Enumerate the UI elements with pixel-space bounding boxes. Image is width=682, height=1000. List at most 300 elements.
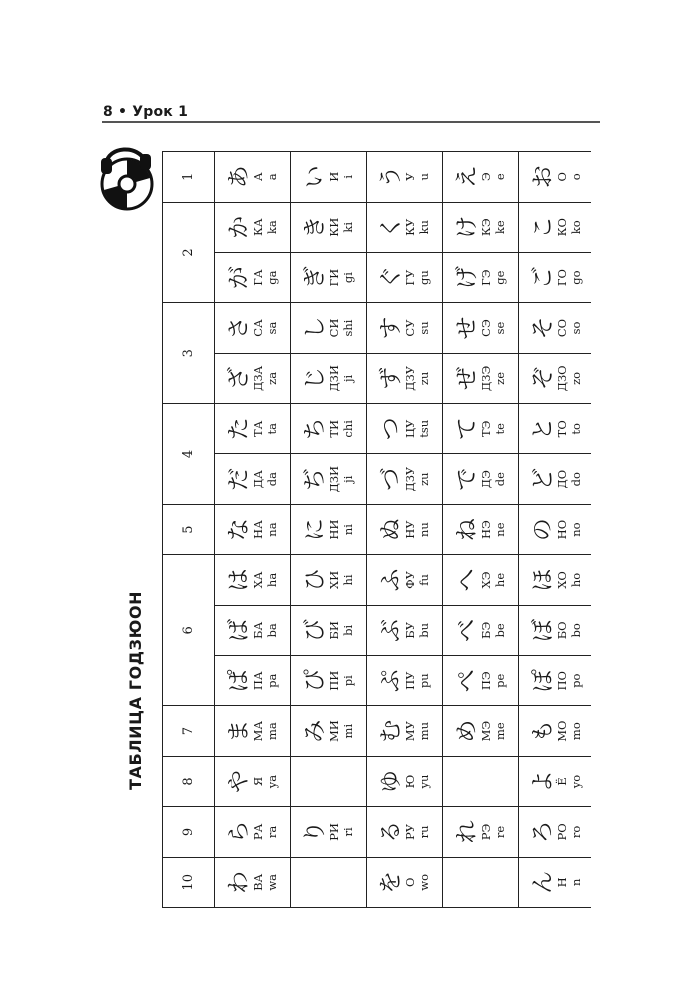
- kana-cell: [291, 404, 367, 454]
- kana-cell: [367, 807, 443, 857]
- cyrillic-reading: НЭ: [478, 520, 493, 539]
- kana-glyph: た: [225, 417, 252, 441]
- kana-glyph: る: [377, 820, 404, 844]
- kana-glyph: さ: [225, 316, 252, 340]
- romaji-reading: wa: [264, 873, 279, 891]
- cyrillic-reading: СЭ: [478, 319, 493, 337]
- kana-glyph: う: [377, 165, 404, 189]
- kana-glyph: い: [301, 165, 328, 189]
- kana-cell: [291, 504, 367, 554]
- kana-glyph: じ: [301, 366, 328, 390]
- romaji-reading: ji: [340, 475, 355, 483]
- kana-glyph: だ: [225, 467, 252, 491]
- kana-glyph: ぷ: [377, 669, 404, 693]
- kana-glyph: こ: [529, 215, 556, 239]
- romaji-reading: ga: [264, 270, 279, 285]
- cyrillic-reading: НУ: [402, 520, 417, 539]
- kana-glyph: ほ: [529, 568, 556, 592]
- kana-glyph: の: [529, 518, 556, 542]
- romaji-reading: po: [568, 673, 583, 688]
- cyrillic-reading: О: [402, 877, 417, 888]
- cyrillic-reading: РИ: [326, 823, 341, 841]
- kana-cell: [215, 303, 291, 353]
- kana-cell: [215, 504, 291, 554]
- cyrillic-reading: ХА: [250, 571, 265, 589]
- romaji-reading: mi: [340, 723, 355, 739]
- cyrillic-reading: Ю: [402, 774, 417, 789]
- romaji-reading: ji: [340, 374, 355, 383]
- romaji-reading: su: [416, 321, 431, 335]
- kana-cell: [519, 555, 592, 605]
- kana-cell: [519, 454, 592, 504]
- cyrillic-reading: ДО: [554, 469, 569, 489]
- romaji-reading: bo: [568, 623, 583, 638]
- cyrillic-reading: НА: [250, 520, 265, 539]
- kana-glyph: よ: [529, 770, 556, 794]
- romaji-reading: ha: [264, 572, 279, 588]
- kana-cell: [367, 605, 443, 655]
- kana-cell: [443, 152, 519, 203]
- cyrillic-reading: Я: [250, 776, 265, 787]
- kana-glyph: き: [301, 215, 328, 239]
- kana-cell: [519, 504, 592, 554]
- kana-cell: [291, 303, 367, 353]
- cyrillic-reading: НИ: [326, 519, 341, 540]
- cyrillic-reading: ДЗИ: [326, 365, 341, 392]
- kana-cell: [367, 353, 443, 403]
- kana-glyph: へ: [453, 568, 480, 592]
- romaji-reading: pu: [416, 673, 431, 689]
- cyrillic-reading: ПЭ: [478, 671, 493, 691]
- cyrillic-reading: КО: [554, 218, 569, 237]
- kana-cell: [215, 555, 291, 605]
- kana-cell: [443, 353, 519, 403]
- kana-cell: [215, 756, 291, 806]
- romaji-reading: de: [492, 472, 507, 487]
- cyrillic-reading: БА: [250, 621, 265, 639]
- kana-cell: [291, 605, 367, 655]
- romaji-reading: gi: [340, 272, 355, 284]
- kana-cell: [443, 807, 519, 857]
- kana-cell: [519, 756, 592, 806]
- group-number: 9: [163, 807, 215, 857]
- kana-glyph: ぎ: [301, 266, 328, 290]
- kana-cell: [367, 404, 443, 454]
- cyrillic-reading: ТО: [554, 420, 569, 438]
- kana-glyph: ざ: [225, 366, 252, 390]
- romaji-reading: tsu: [416, 419, 431, 438]
- romaji-reading: da: [264, 472, 279, 487]
- kana-cell: [443, 404, 519, 454]
- romaji-reading: chi: [340, 420, 355, 438]
- cyrillic-reading: КИ: [326, 217, 341, 237]
- romaji-reading: ka: [264, 220, 279, 235]
- romaji-reading: gu: [416, 270, 431, 286]
- kana-cell: [291, 353, 367, 403]
- kana-glyph: し: [301, 316, 328, 340]
- cyrillic-reading: КЭ: [478, 218, 493, 237]
- cyrillic-reading: ГО: [554, 269, 569, 287]
- kana-cell: [443, 202, 519, 252]
- kana-glyph: は: [225, 568, 252, 592]
- kana-glyph: ら: [225, 820, 252, 844]
- kana-glyph: ゆ: [377, 770, 404, 794]
- cyrillic-reading: Ё: [554, 777, 569, 786]
- kana-cell: [443, 656, 519, 706]
- gojuon-table: [162, 151, 591, 908]
- romaji-reading: bi: [340, 624, 355, 636]
- kana-glyph: ば: [225, 618, 252, 642]
- cyrillic-reading: ТЭ: [478, 420, 493, 438]
- kana-cell: [215, 454, 291, 504]
- cd-headphones-icon: [98, 140, 160, 212]
- kana-cell: [367, 756, 443, 806]
- cyrillic-reading: ТА: [250, 420, 265, 437]
- running-header: [103, 104, 188, 120]
- empty-cell: [291, 756, 367, 806]
- romaji-reading: ni: [340, 524, 355, 536]
- kana-glyph: ぼ: [529, 618, 556, 642]
- kana-cell: [519, 404, 592, 454]
- kana-cell: [443, 504, 519, 554]
- romaji-reading: so: [568, 321, 583, 335]
- romaji-reading: shi: [340, 319, 355, 337]
- kana-cell: [519, 252, 592, 302]
- kana-glyph: ど: [529, 467, 556, 491]
- cyrillic-reading: РА: [250, 823, 265, 841]
- romaji-reading: ki: [340, 221, 355, 233]
- kana-cell: [215, 152, 291, 203]
- romaji-reading: to: [568, 423, 583, 435]
- cyrillic-reading: ДЗО: [554, 365, 569, 392]
- kana-glyph: て: [453, 417, 480, 441]
- group-number: 3: [163, 303, 215, 404]
- romaji-reading: re: [492, 825, 507, 839]
- kana-glyph: み: [301, 719, 328, 743]
- kana-cell: [443, 706, 519, 756]
- cyrillic-reading: ХО: [554, 571, 569, 589]
- romaji-reading: ko: [568, 220, 583, 235]
- kana-cell: [291, 252, 367, 302]
- kana-cell: [443, 303, 519, 353]
- cyrillic-reading: МУ: [402, 721, 417, 742]
- romaji-reading: ba: [264, 623, 279, 638]
- kana-glyph: に: [301, 518, 328, 542]
- kana-cell: [215, 605, 291, 655]
- kana-cell: [367, 857, 443, 907]
- group-number: 6: [163, 555, 215, 706]
- kana-glyph: ぺ: [453, 669, 480, 693]
- cyrillic-reading: ДЗЭ: [478, 365, 493, 392]
- romaji-reading: fu: [416, 574, 431, 586]
- header-rule: [102, 121, 600, 123]
- group-number: 2: [163, 202, 215, 303]
- kana-glyph: ぬ: [377, 518, 404, 542]
- side-title: ТАБЛИЦА ГОДЗЮОН: [126, 590, 145, 790]
- kana-cell: [367, 555, 443, 605]
- empty-cell: [443, 756, 519, 806]
- romaji-reading: zu: [416, 472, 431, 486]
- cyrillic-reading: НО: [554, 519, 569, 540]
- kana-cell: [291, 454, 367, 504]
- romaji-reading: se: [492, 321, 507, 335]
- kana-glyph: お: [529, 165, 556, 189]
- kana-cell: [291, 656, 367, 706]
- romaji-reading: do: [568, 472, 583, 487]
- kana-glyph: が: [225, 266, 252, 290]
- kana-glyph: で: [453, 467, 480, 491]
- kana-glyph: そ: [529, 316, 556, 340]
- kana-glyph: か: [225, 215, 252, 239]
- group-number: 10: [163, 857, 215, 907]
- kana-cell: [291, 706, 367, 756]
- kana-glyph: を: [377, 870, 404, 894]
- kana-cell: [443, 252, 519, 302]
- cyrillic-reading: У: [402, 172, 417, 181]
- romaji-reading: zu: [416, 371, 431, 386]
- cyrillic-reading: ТИ: [326, 419, 341, 438]
- kana-glyph: ぢ: [301, 467, 328, 491]
- group-number: 7: [163, 706, 215, 756]
- kana-glyph: ぞ: [529, 366, 556, 390]
- cyrillic-reading: ФУ: [402, 571, 417, 589]
- romaji-reading: no: [568, 522, 583, 537]
- group-number: 5: [163, 504, 215, 554]
- cyrillic-reading: БО: [554, 621, 569, 640]
- cyrillic-reading: ГЭ: [478, 269, 493, 286]
- cyrillic-reading: БУ: [402, 621, 417, 639]
- kana-glyph: ぽ: [529, 669, 556, 693]
- kana-glyph: ご: [529, 266, 556, 290]
- empty-cell: [291, 857, 367, 907]
- romaji-reading: go: [568, 270, 583, 285]
- kana-cell: [215, 706, 291, 756]
- cyrillic-reading: ВА: [250, 873, 265, 891]
- kana-glyph: わ: [225, 870, 252, 894]
- kana-cell: [519, 353, 592, 403]
- kana-glyph: む: [377, 719, 404, 743]
- kana-glyph: も: [529, 719, 556, 743]
- kana-glyph: す: [377, 316, 404, 340]
- romaji-reading: zo: [568, 371, 583, 385]
- romaji-reading: ku: [416, 220, 431, 235]
- kana-cell: [215, 202, 291, 252]
- cyrillic-reading: БЭ: [478, 621, 493, 639]
- romaji-reading: pi: [340, 675, 355, 687]
- romaji-reading: nu: [416, 522, 431, 537]
- cyrillic-reading: Э: [478, 172, 493, 182]
- cyrillic-reading: СИ: [326, 318, 341, 338]
- cyrillic-reading: РО: [554, 823, 569, 841]
- romaji-reading: ma: [264, 722, 279, 741]
- kana-cell: [215, 656, 291, 706]
- kana-cell: [291, 555, 367, 605]
- kana-cell: [367, 656, 443, 706]
- cyrillic-reading: ДЗУ: [402, 466, 417, 492]
- cyrillic-reading: МА: [250, 720, 265, 742]
- kana-glyph: ま: [225, 719, 252, 743]
- kana-cell: [519, 706, 592, 756]
- cyrillic-reading: ПА: [250, 671, 265, 691]
- cyrillic-reading: БИ: [326, 621, 341, 640]
- kana-glyph: め: [453, 719, 480, 743]
- cyrillic-reading: РУ: [402, 823, 417, 840]
- cyrillic-reading: ГА: [250, 269, 265, 286]
- kana-cell: [367, 504, 443, 554]
- kana-glyph: あ: [225, 165, 252, 189]
- kana-glyph: べ: [453, 618, 480, 642]
- kana-cell: [291, 152, 367, 203]
- kana-glyph: ぜ: [453, 366, 480, 390]
- kana-cell: [291, 202, 367, 252]
- romaji-reading: me: [492, 722, 507, 740]
- kana-cell: [443, 555, 519, 605]
- cyrillic-reading: ДА: [250, 470, 265, 489]
- kana-cell: [519, 605, 592, 655]
- kana-cell: [367, 202, 443, 252]
- cyrillic-reading: РЭ: [478, 823, 493, 841]
- kana-glyph: ず: [377, 366, 404, 390]
- kana-glyph: ち: [301, 417, 328, 441]
- kana-cell: [367, 454, 443, 504]
- kana-glyph: ひ: [301, 568, 328, 592]
- cyrillic-reading: ДЭ: [478, 470, 493, 489]
- group-number-row: [163, 152, 215, 908]
- kana-glyph: れ: [453, 820, 480, 844]
- romaji-reading: e: [492, 173, 507, 181]
- cyrillic-reading: МО: [554, 720, 569, 742]
- cyrillic-reading: ХЭ: [478, 571, 493, 589]
- romaji-reading: ne: [492, 522, 507, 537]
- kana-cell: [291, 807, 367, 857]
- romaji-reading: bu: [416, 622, 431, 638]
- kana-cell: [215, 353, 291, 403]
- romaji-reading: ya: [264, 774, 279, 789]
- kana-glyph: づ: [377, 467, 404, 491]
- kana-cell: [367, 152, 443, 203]
- kana-glyph: え: [453, 165, 480, 189]
- cyrillic-reading: И: [326, 171, 341, 182]
- romaji-reading: pe: [492, 673, 507, 688]
- kana-glyph: け: [453, 215, 480, 239]
- romaji-reading: ta: [264, 423, 279, 435]
- kana-cell: [215, 857, 291, 907]
- kana-glyph: り: [301, 820, 328, 844]
- romaji-reading: za: [264, 371, 279, 385]
- kana-cell: [443, 605, 519, 655]
- gojuon-table-frame: [162, 151, 591, 908]
- romaji-reading: ke: [492, 220, 507, 235]
- lesson-label: Урок 1: [132, 104, 189, 120]
- romaji-reading: te: [492, 423, 507, 435]
- kana-glyph: と: [529, 417, 556, 441]
- romaji-reading: ru: [416, 825, 431, 839]
- romaji-reading: ge: [492, 270, 507, 285]
- cyrillic-reading: КА: [250, 218, 265, 237]
- kana-glyph: く: [377, 215, 404, 239]
- romaji-reading: a: [264, 173, 279, 181]
- kana-glyph: ぱ: [225, 669, 252, 693]
- header-separator: •: [118, 104, 128, 120]
- romaji-reading: i: [340, 174, 355, 179]
- empty-cell: [443, 857, 519, 907]
- romaji-reading: pa: [264, 673, 279, 688]
- romaji-reading: wo: [416, 873, 431, 891]
- kana-cell: [519, 202, 592, 252]
- kana-glyph: ぴ: [301, 669, 328, 693]
- group-number: 4: [163, 404, 215, 505]
- kana-glyph: ろ: [529, 820, 556, 844]
- cyrillic-reading: ДЗУ: [402, 365, 417, 391]
- cyrillic-reading: ДЗА: [250, 365, 265, 392]
- kana-cell: [519, 857, 592, 907]
- romaji-reading: ri: [340, 827, 355, 837]
- kana-glyph: び: [301, 618, 328, 642]
- cyrillic-reading: КУ: [402, 218, 417, 236]
- cyrillic-reading: ПИ: [326, 670, 341, 691]
- kana-cell: [367, 706, 443, 756]
- romaji-reading: na: [264, 522, 279, 537]
- romaji-reading: hi: [340, 574, 355, 586]
- kana-glyph: ふ: [377, 568, 404, 592]
- group-number: 8: [163, 756, 215, 806]
- romaji-reading: mu: [416, 721, 431, 741]
- romaji-reading: ra: [264, 825, 279, 839]
- kana-cell: [215, 807, 291, 857]
- cyrillic-reading: СО: [554, 318, 569, 338]
- kana-glyph: せ: [453, 316, 480, 340]
- kana-cell: [443, 454, 519, 504]
- kana-glyph: な: [225, 518, 252, 542]
- cyrillic-reading: О: [554, 172, 569, 182]
- vowel-row: [215, 152, 291, 908]
- romaji-reading: he: [492, 572, 507, 588]
- vowel-row: [291, 152, 367, 908]
- vowel-row: [367, 152, 443, 908]
- kana-glyph: ぐ: [377, 266, 404, 290]
- kana-glyph: げ: [453, 266, 480, 290]
- romaji-reading: yu: [416, 774, 431, 789]
- cyrillic-reading: СУ: [402, 319, 417, 337]
- kana-glyph: つ: [377, 417, 404, 441]
- kana-cell: [215, 252, 291, 302]
- romaji-reading: mo: [568, 722, 583, 741]
- cyrillic-reading: МИ: [326, 720, 341, 743]
- cyrillic-reading: ГИ: [326, 268, 341, 287]
- cyrillic-reading: ЦУ: [402, 419, 417, 438]
- romaji-reading: be: [492, 623, 507, 638]
- kana-cell: [367, 252, 443, 302]
- cyrillic-reading: ПУ: [402, 671, 417, 690]
- romaji-reading: ro: [568, 825, 583, 839]
- vowel-row: [519, 152, 592, 908]
- romaji-reading: o: [568, 173, 583, 181]
- page-number: 8: [103, 104, 113, 120]
- group-number: 1: [163, 152, 215, 203]
- kana-cell: [519, 152, 592, 203]
- kana-cell: [367, 303, 443, 353]
- cyrillic-reading: МЭ: [478, 720, 493, 742]
- kana-cell: [519, 656, 592, 706]
- romaji-reading: u: [416, 173, 431, 181]
- kana-glyph: や: [225, 770, 252, 794]
- cyrillic-reading: ГУ: [402, 269, 417, 286]
- cyrillic-reading: СА: [250, 319, 265, 337]
- kana-glyph: ん: [529, 870, 556, 894]
- cyrillic-reading: ПО: [554, 671, 569, 691]
- cyrillic-reading: Н: [554, 877, 569, 888]
- cyrillic-reading: А: [250, 172, 265, 182]
